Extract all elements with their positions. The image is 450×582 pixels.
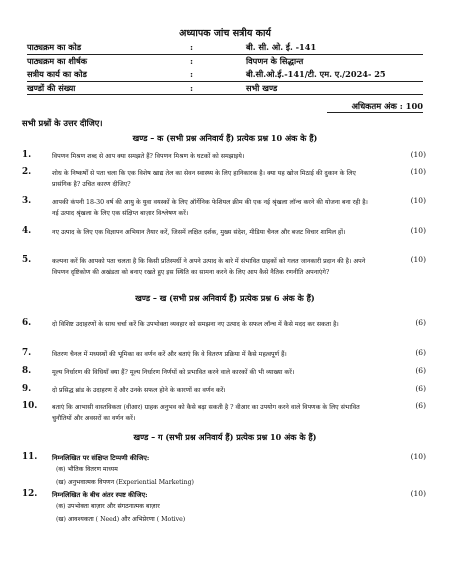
question-text: वितरण चैनल में मध्यस्थों की भूमिका का वर्णन करें और बताएं कि वे वितरण प्रक्रिया में कैसे महत्वपूर्ण हैं। [52, 351, 287, 358]
info-value: बी. सी. ओ. ई. -141 [246, 42, 317, 52]
question-marks: (10) [410, 226, 426, 235]
section-c-heading: खण्ड – ग (सभी प्रश्न अनिवार्य हैं) प्रत्येक प्रश्न 10 अंक के हैं) [133, 432, 317, 442]
question-text: निम्नलिखित के बीच अंतर स्पष्ट कीजिए: [52, 491, 148, 499]
question-number: 9. [22, 384, 32, 394]
question-marks: (10) [410, 489, 426, 498]
sub-question: (क) भौतिक वितरण माध्यम [56, 466, 118, 473]
question-text: बताएं कि आभासी वास्तविकता (वीआर) ग्राहक अनुभव को कैसे बढ़ा सकती है ? वीआर का उपयोग करने वाले विपणक के लिए संभावित चुनौतियों और अवसरों का वर्णन करें। [52, 404, 360, 422]
instruction: सभी प्रश्नों के उत्तर दीजिए। [22, 118, 103, 128]
question-marks: (6) [415, 318, 426, 327]
question-text: दो विशिष्ट उदाहरणों के साथ चर्चा करें कि उपभोक्ता व्यवहार को समझना नए उत्पाद के सफल लॉन्च में कैसे मदद कर सकता है। [52, 321, 339, 328]
course-info-table [27, 42, 423, 96]
question-text: कल्पना करें कि आपको पता चलता है कि किसी प्रतिस्पर्धी ने अपने उत्पाद के बारे में संभावित ग्राहकों को गलत जानकारी प्रदान की है। अपने विपणन दृष्टिकोण की अखंडता को बनाए रखते हुए इस स्थिति का सामना करने के लिए आप कैसे नैतिक रणनीति अपनाएंगे? [52, 258, 366, 276]
info-colon: : [190, 42, 194, 52]
info-label: पाठ्यक्रम का कोड [27, 42, 82, 52]
info-value: विपणन के सिद्धान्त [246, 55, 304, 66]
question-11 [22, 452, 426, 492]
section-a-heading: खण्ड – क (सभी प्रश्न अनिवार्य हैं) प्रत्येक प्रश्न 10 अंक के हैं) [132, 133, 318, 143]
assignment-code-row [27, 69, 423, 83]
question-number: 6. [22, 318, 32, 328]
document-title: अध्यापक जांच सत्रीय कार्य [179, 28, 271, 39]
question-number: 3. [22, 196, 32, 206]
question-number: 5. [22, 255, 32, 265]
question-text: निम्नलिखित पर संक्षिप्त टिप्पणी कीजिए: [52, 454, 150, 462]
max-marks: अधिकतम अंक : 100 [351, 101, 423, 111]
question-marks: (10) [410, 167, 426, 176]
sub-question: (ख) अनुभवात्मक विपणन (Experiential Marketing) [56, 479, 194, 486]
info-label: खण्डों की संख्या [27, 82, 76, 93]
question-text: नए उत्पाद के लिए एक विज्ञापन अभियान तैयार करें, जिसमें लक्षित दर्शक, मुख्य संदेश, मीडिया चैनल और बजट विचार शामिल हों। [52, 229, 346, 236]
sub-question: (क) उपभोक्ता बाज़ार और संगठनात्मक बाज़ार [56, 503, 160, 510]
question-number: 4. [22, 226, 32, 236]
question-marks: (6) [415, 348, 426, 357]
info-colon: : [190, 69, 194, 79]
max-marks-underline [327, 112, 423, 113]
info-label: पाठ्यक्रम का शीर्षक [27, 55, 88, 66]
question-number: 2. [22, 167, 32, 177]
info-value: बी.सी.ओ.ई.-141/टी. एम. ए./2024- 25 [246, 69, 386, 79]
info-label: सत्रीय कार्य का कोड [27, 69, 87, 79]
question-marks: (10) [410, 150, 426, 159]
course-title-row [27, 56, 423, 70]
sub-question: (ख) आवश्यकता ( Need) और अभिप्रेरणा ( Motive) [56, 516, 186, 523]
info-colon: : [190, 82, 194, 93]
question-marks: (6) [415, 384, 426, 393]
question-number: 1. [22, 150, 32, 160]
question-number: 11. [22, 452, 38, 462]
question-number: 12. [22, 489, 38, 499]
block-count-row [27, 83, 423, 97]
question-12 [22, 489, 426, 529]
question-text: दो प्रसिद्ध ब्रांड के उदाहरण दें और उनके सफल होने के कारणों का वर्णन करें। [52, 387, 226, 394]
course-code-row [27, 42, 423, 56]
question-text: आपकी कंपनी 18-30 वर्ष की आयु के युवा वयस्कों के लिए ऑर्गेनिक फेशियल क्रीम की एक नई श्रृंखला लॉन्च करने की योजना बना रही है। नई उत्पाद श्रृंखला के लिए एक संक्षिप्त बाज़ार विश्लेषण करें। [52, 199, 368, 217]
section-b-heading: खण्ड – ख (सभी प्रश्न अनिवार्य हैं) प्रत्येक प्रश्न 6 अंक के हैं) [135, 293, 315, 303]
question-number: 10. [22, 401, 38, 411]
question-text: मूल्य निर्धारण की विधियाँ क्या हैं? मूल्य निर्धारण निर्णयों को प्रभावित करने वाले कारकों की भी व्याख्या करें। [52, 369, 295, 376]
question-marks: (10) [410, 452, 426, 461]
question-text: विपणन मिश्रण शब्द से आप क्या समझते हैं? विपणन मिश्रण के घटकों को समझाइये। [52, 153, 245, 160]
question-marks: (6) [415, 366, 426, 375]
question-marks: (6) [415, 401, 426, 410]
info-colon: : [190, 55, 194, 66]
question-text: शोध के निष्कर्षों से पता चला कि एक विशेष खाद्य तेल का सेवन स्वास्थ्य के लिए हानिकारक है। क्या यह खोज मिठाई की दुकान के लिए प्रासंगिक है? उचित कारण दीजिए? [52, 170, 356, 188]
question-number: 8. [22, 366, 32, 376]
question-marks: (10) [410, 196, 426, 205]
question-number: 7. [22, 348, 32, 358]
info-value: सभी खण्ड [246, 82, 278, 93]
question-marks: (10) [410, 255, 426, 264]
